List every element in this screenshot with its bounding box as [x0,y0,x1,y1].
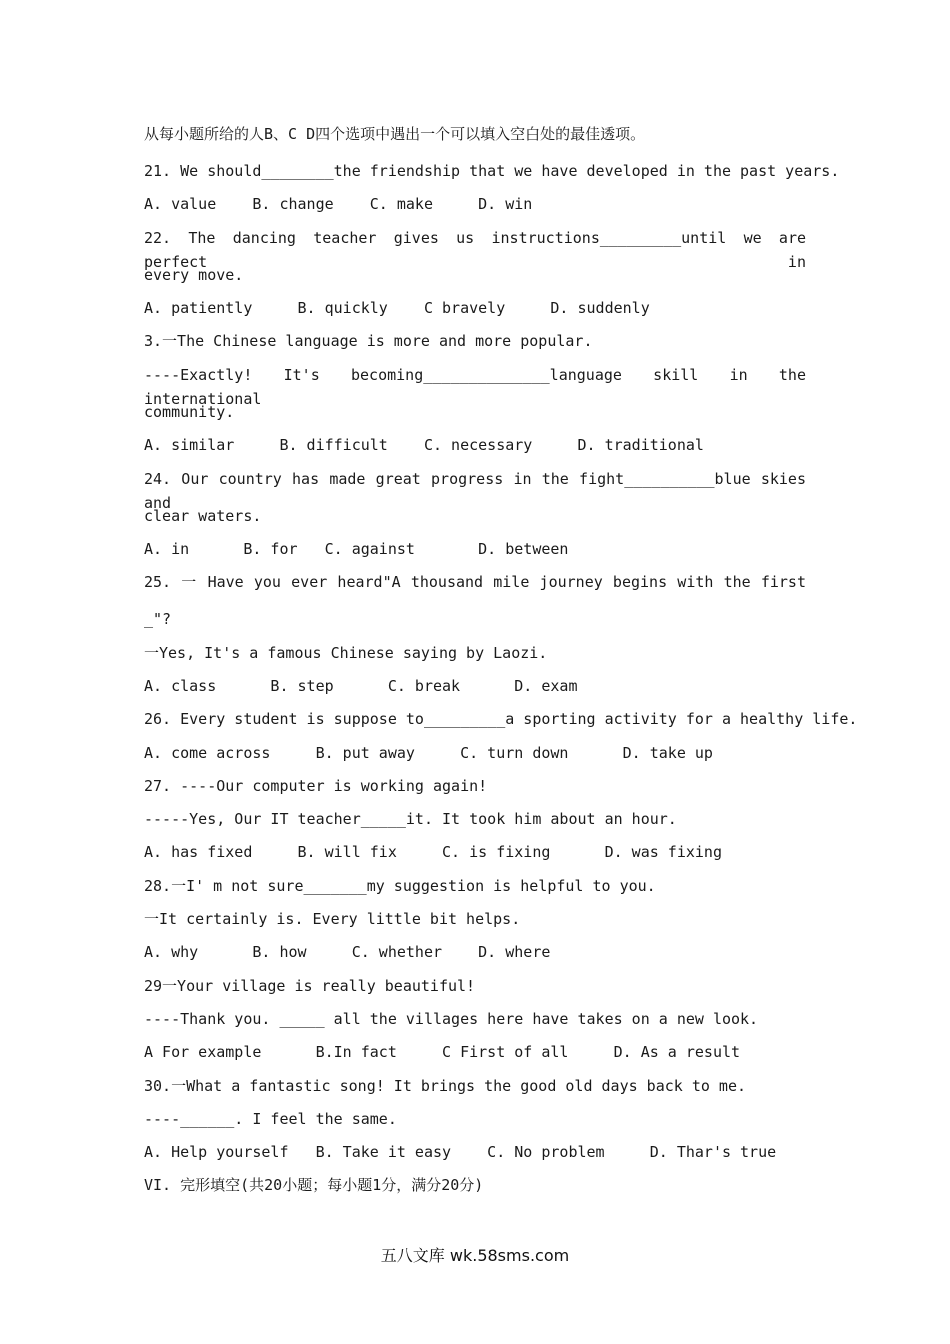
options-22: A. patiently B. quickly C bravely D. suddenly [144,299,650,317]
question-29-reply: ----Thank you. _____ all the villages here have takes on a new look. [144,1010,759,1028]
question-25: 25. 一 Have you ever heard"A thousand mile journey begins with the first [144,573,806,591]
question-27-reply: -----Yes, Our IT teacher_____it. It took him about an hour. [144,810,677,828]
section-heading: VI. 完形填空(共20小题；每小题1分，满分20分) [144,1176,484,1194]
options-21: A. value B. change C. make D. win [144,195,533,213]
question-22-cont: every move. [144,266,244,284]
options-27: A. has fixed B. will fix C. is fixing D. was fixing [144,843,722,861]
question-23-reply: ----Exactly! It's becoming______________language skill in the international [144,366,806,408]
question-22: 22. The dancing teacher gives us instructions_________until we are perfect in [144,229,806,271]
instruction-text: 从每小题所给的人B、C D四个选项中遇出一个可以填入空白处的最佳透项。 [144,125,646,143]
question-27: 27. ----Our computer is working again! [144,777,488,795]
question-24-cont: clear waters. [144,507,262,525]
question-23-cont: community. [144,403,235,421]
options-28: A. why B. how C. whether D. where [144,943,551,961]
options-26: A. come across B. put away C. turn down D. take up [144,744,713,762]
question-23: 3.一The Chinese language is more and more popular. [144,332,593,350]
question-26: 26. Every student is suppose to_________a sporting activity for a healthy life. [144,710,858,728]
question-21: 21. We should________the friendship that we have developed in the past years. [144,162,840,180]
question-28: 28.一I' m not sure_______my suggestion is helpful to you. [144,877,656,895]
question-25-cont: _"? [144,610,172,628]
options-30: A. Help yourself B. Take it easy C. No problem D. Thar's true [144,1143,777,1161]
question-28-reply: 一It certainly is. Every little bit helps. [144,910,521,928]
footer-watermark: 五八文库 wk.58sms.com [380,1246,570,1265]
options-24: A. in B. for C. against D. between [144,540,569,558]
question-25-reply: 一Yes, It's a famous Chinese saying by Laozi. [144,644,548,662]
question-30: 30.一What a fantastic song! It brings the good old days back to me. [144,1077,746,1095]
question-29: 29一Your village is really beautiful! [144,977,476,995]
question-24: 24. Our country has made great progress in the fight__________blue skies and [144,470,806,512]
options-29: A For example B.In fact C First of all D. As a result [144,1043,741,1061]
options-25: A. class B. step C. break D. exam [144,677,578,695]
options-23: A. similar B. difficult C. necessary D. traditional [144,436,704,454]
question-30-reply: ----______. I feel the same. [144,1110,397,1128]
